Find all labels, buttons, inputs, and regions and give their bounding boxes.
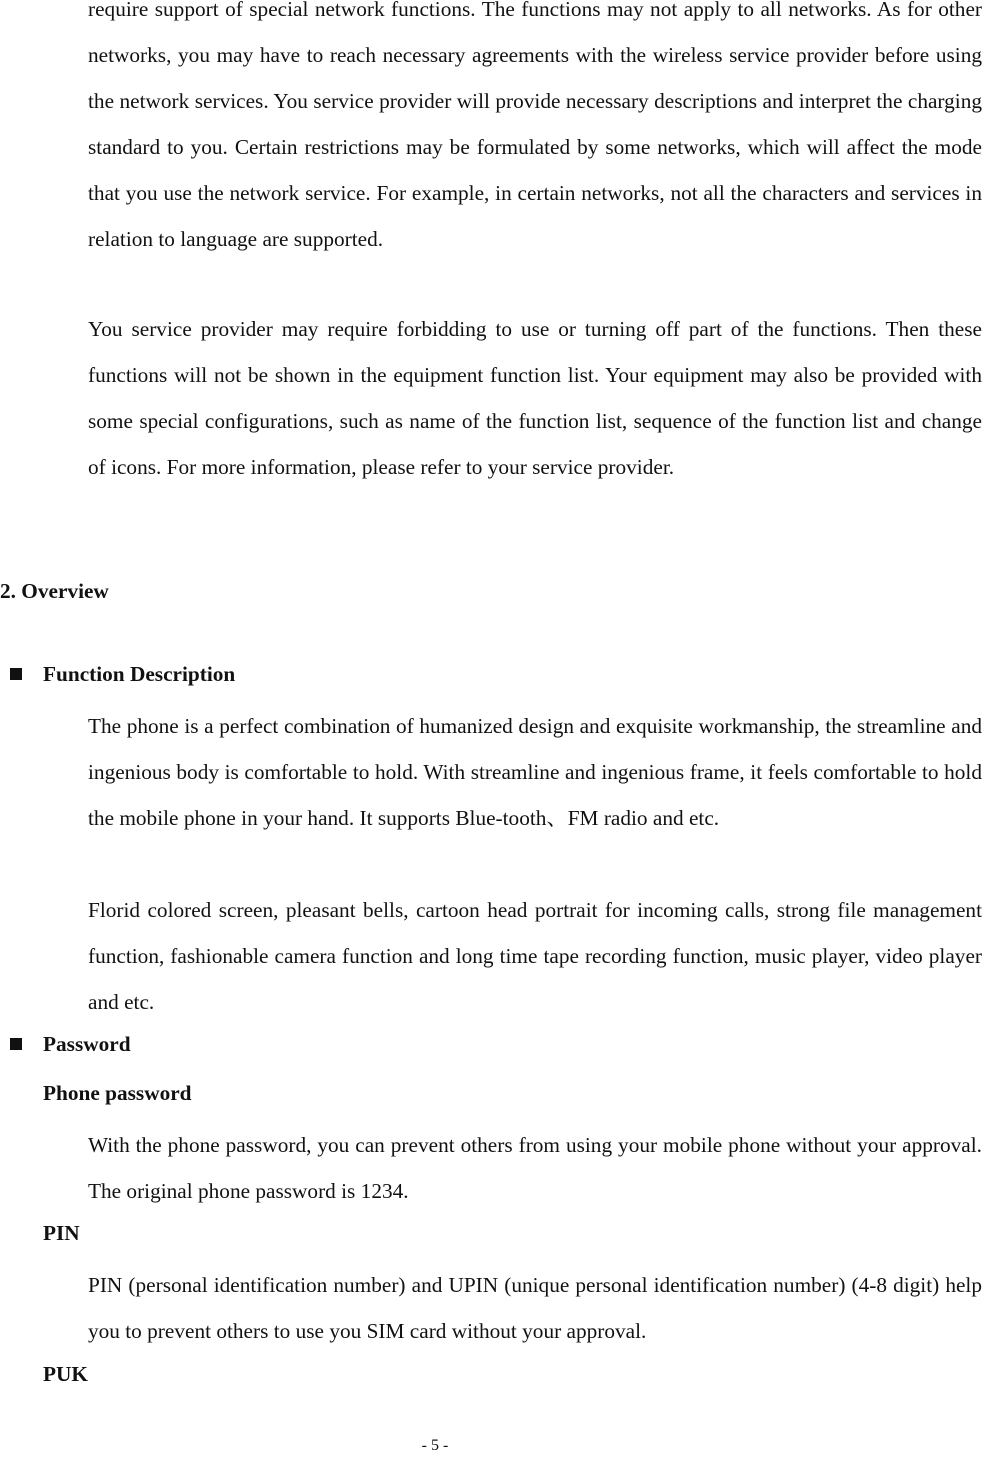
subheading-phone-password: Phone password [43, 1081, 192, 1105]
paragraph-phone-design: The phone is a perfect combination of humanized design and exquisite workmanship, the streamline and ingenious body is comfortable to hold. With streamline and ingenious frame, it feels comfortable to hold the mobile phone in your hand. It supports Blue-tooth、FM radio and etc. [88, 714, 982, 830]
bullet-password [10, 1029, 131, 1059]
subheading-pin: PIN [43, 1221, 80, 1245]
page-number: - 5 - [421, 1437, 449, 1454]
paragraph-pin: PIN (personal identification number) and UPIN (unique personal identification number) (4-8 digit) help you to prevent others to use you SIM card without your approval. [88, 1273, 982, 1343]
subheading-puk: PUK [43, 1362, 88, 1386]
heading-password: Password [43, 1032, 131, 1056]
paragraph-phone-features: Florid colored screen, pleasant bells, cartoon head portrait for incoming calls, strong file management function, fashionable camera function and long time tape recording function, music player, video player and etc. [88, 898, 982, 1014]
heading-function-description: Function Description [43, 662, 236, 686]
bullet-function-description [10, 659, 235, 689]
intro-paragraph-network-services: require support of special network functions. The functions may not apply to all networks. As for other networks, you may have to reach necessary agreements with the wireless service provider before using the network services. You service provider will provide necessary descriptions and interpret the charging standard to you. Certain restrictions may be formulated by some networks, which will affect the mode that you use the network service. For example, in certain networks, not all the characters and services in relation to language are supported. [88, 0, 982, 251]
square-bullet-icon [10, 668, 22, 680]
intro-paragraph-service-provider: You service provider may require forbidding to use or turning off part of the functions. Then these functions will not be shown in the equipment function list. Your equipment may also be provided with some special configurations, such as name of the function list, sequence of the function list and change of icons. For more information, please refer to your service provider. [88, 317, 982, 479]
section-title-overview: 2. Overview [0, 579, 109, 603]
paragraph-phone-password: With the phone password, you can prevent others from using your mobile phone without your approval. The original phone password is 1234. [88, 1133, 982, 1203]
square-bullet-icon [10, 1038, 22, 1050]
